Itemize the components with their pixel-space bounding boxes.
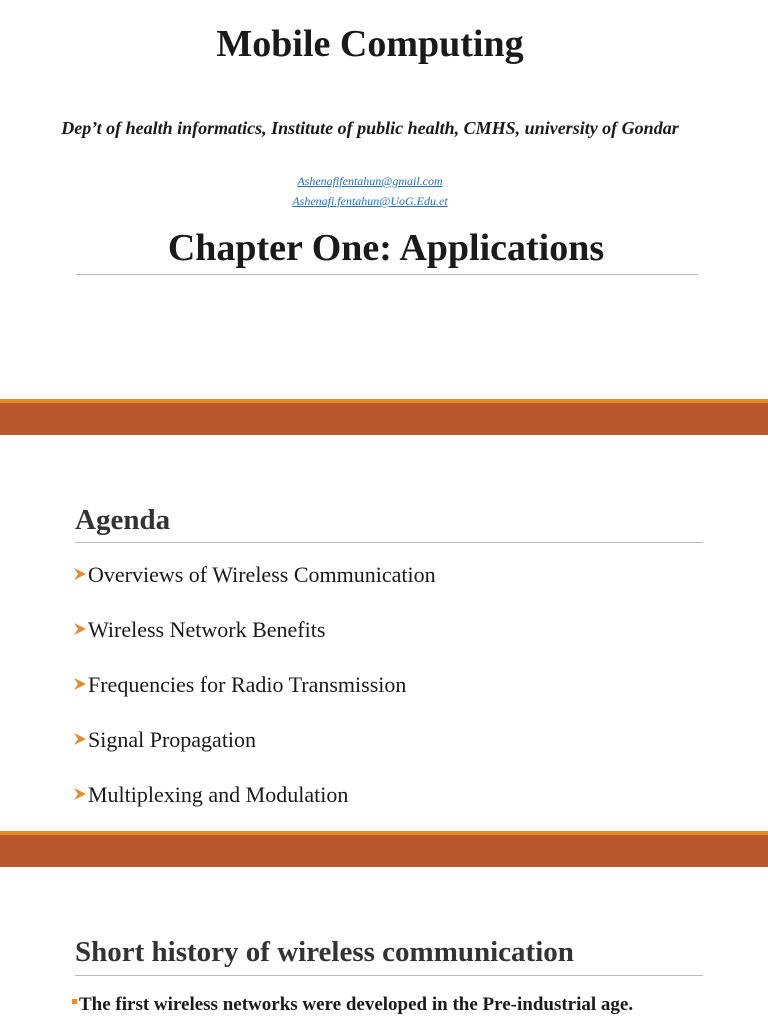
list-item <box>72 672 436 727</box>
history-bullet-text: The first wireless networks were developed in the Pre-industrial age. <box>79 994 634 1015</box>
presentation-title: Mobile Computing <box>216 23 524 65</box>
history-bullet <box>72 994 633 1016</box>
history-divider <box>75 975 703 976</box>
arrow-bullet-icon <box>72 782 88 804</box>
arrow-bullet-icon <box>72 672 88 694</box>
arrow-bullet-icon <box>72 617 88 639</box>
list-item <box>72 782 436 837</box>
history-title: Short history of wireless communication <box>75 936 574 968</box>
email-link-gmail[interactable]: Ashenafifentahun@gmail.com <box>297 174 443 188</box>
agenda-item-label: Signal Propagation <box>88 727 257 752</box>
agenda-list <box>72 562 436 837</box>
agenda-item-label: Frequencies for Radio Transmission <box>88 672 407 697</box>
agenda-title: Agenda <box>75 504 171 536</box>
slide-divider-band <box>0 399 768 435</box>
department-line: Dep’t of health informatics, Institute of public health, CMHS, university of Gondar <box>61 118 679 138</box>
chapter-title: Chapter One: Applications <box>167 227 605 269</box>
title-divider <box>76 274 698 275</box>
list-item <box>72 617 436 672</box>
slide-divider-band <box>0 831 768 867</box>
agenda-item-label: Overviews of Wireless Communication <box>88 562 436 587</box>
agenda-divider <box>75 542 703 543</box>
email-link-uog[interactable]: Ashenafi.fentahun@UoG.Edu.et <box>292 194 448 208</box>
agenda-item-label: Wireless Network Benefits <box>88 617 326 642</box>
arrow-bullet-icon <box>72 727 88 749</box>
agenda-item-label: Multiplexing and Modulation <box>88 782 349 807</box>
list-item <box>72 727 436 782</box>
arrow-bullet-icon <box>72 562 88 584</box>
list-item <box>72 562 436 617</box>
square-bullet-icon <box>72 999 77 1004</box>
